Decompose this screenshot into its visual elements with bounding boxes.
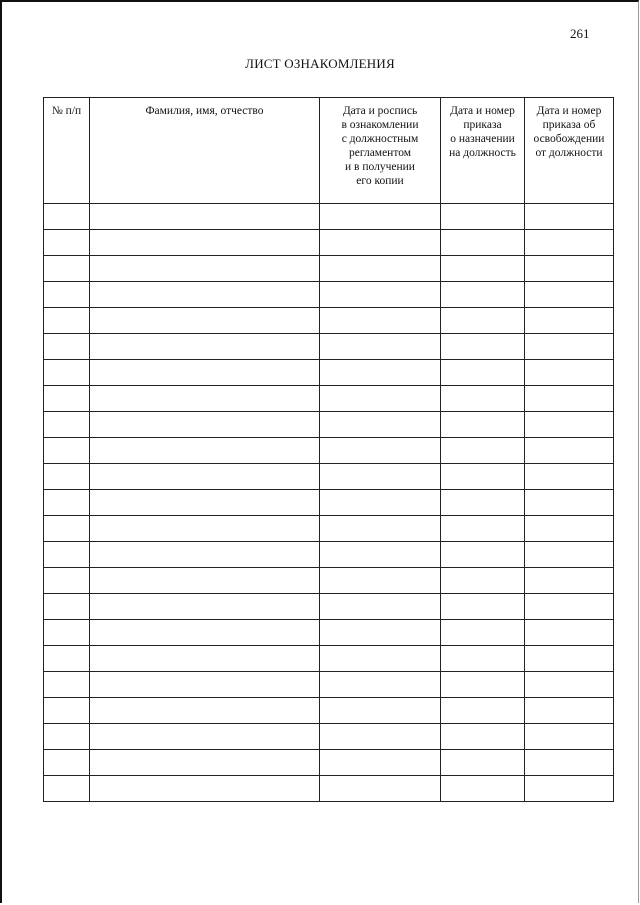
table-cell — [441, 724, 525, 750]
table-cell — [320, 620, 441, 646]
table-row — [44, 516, 614, 542]
table-cell — [90, 490, 320, 516]
table-cell — [525, 490, 614, 516]
table-row — [44, 204, 614, 230]
table-cell — [90, 204, 320, 230]
table-cell — [441, 334, 525, 360]
page-title: ЛИСТ ОЗНАКОМЛЕНИЯ — [245, 56, 395, 71]
table-cell — [44, 204, 90, 230]
table-cell — [90, 334, 320, 360]
table-cell — [320, 438, 441, 464]
table-cell — [90, 568, 320, 594]
table-cell — [90, 230, 320, 256]
table-cell — [441, 490, 525, 516]
table-cell — [320, 386, 441, 412]
table-row — [44, 230, 614, 256]
table-cell — [320, 360, 441, 386]
table-cell — [441, 308, 525, 334]
table-row — [44, 490, 614, 516]
table-cell — [525, 724, 614, 750]
table-cell — [525, 256, 614, 282]
table-cell — [525, 776, 614, 802]
table-cell — [44, 542, 90, 568]
table-cell — [525, 620, 614, 646]
table-cell — [525, 646, 614, 672]
table-cell — [441, 204, 525, 230]
table-row — [44, 568, 614, 594]
table-cell — [441, 282, 525, 308]
table-cell — [441, 360, 525, 386]
table-cell — [320, 256, 441, 282]
table-header-row — [44, 98, 614, 204]
table-row — [44, 334, 614, 360]
table-cell — [441, 438, 525, 464]
table-cell — [320, 204, 441, 230]
table-cell — [90, 464, 320, 490]
table-cell — [44, 594, 90, 620]
table-cell — [44, 334, 90, 360]
table-cell — [525, 568, 614, 594]
table-cell — [525, 334, 614, 360]
table-cell — [90, 646, 320, 672]
table-row — [44, 620, 614, 646]
table-cell — [44, 724, 90, 750]
table-cell — [44, 750, 90, 776]
table-row — [44, 724, 614, 750]
table-row — [44, 308, 614, 334]
table-cell — [44, 672, 90, 698]
header-dismissal-order: Дата и номер приказа об освобождении от должности — [525, 98, 614, 204]
table-cell — [90, 308, 320, 334]
table-cell — [44, 516, 90, 542]
header-full-name: Фамилия, имя, отчество — [90, 98, 320, 204]
table-row — [44, 464, 614, 490]
table-row — [44, 646, 614, 672]
table-row — [44, 360, 614, 386]
table-cell — [44, 282, 90, 308]
table-cell — [90, 672, 320, 698]
table-cell — [90, 776, 320, 802]
table-cell — [441, 516, 525, 542]
table-row — [44, 672, 614, 698]
table-cell — [44, 308, 90, 334]
table-row — [44, 386, 614, 412]
table-cell — [320, 230, 441, 256]
table-body — [44, 204, 614, 802]
table-cell — [441, 386, 525, 412]
page-number: 261 — [570, 26, 590, 41]
acknowledgement-table — [43, 97, 614, 802]
table-row — [44, 412, 614, 438]
table-cell — [320, 334, 441, 360]
table-cell — [90, 750, 320, 776]
table-row — [44, 542, 614, 568]
table-cell — [525, 360, 614, 386]
table-cell — [320, 594, 441, 620]
table-row — [44, 256, 614, 282]
table-cell — [44, 620, 90, 646]
header-number: № п/п — [44, 98, 90, 204]
table-cell — [44, 568, 90, 594]
table-cell — [441, 230, 525, 256]
table-cell — [525, 412, 614, 438]
table-cell — [320, 516, 441, 542]
table-cell — [441, 776, 525, 802]
table-cell — [90, 542, 320, 568]
table-cell — [320, 308, 441, 334]
table-cell — [441, 672, 525, 698]
table-cell — [441, 620, 525, 646]
table-cell — [90, 516, 320, 542]
table-cell — [44, 646, 90, 672]
header-appointment-order: Дата и номер приказа о назначении на должность — [441, 98, 525, 204]
table-cell — [90, 386, 320, 412]
table-cell — [441, 542, 525, 568]
table-cell — [525, 464, 614, 490]
table-cell — [320, 412, 441, 438]
table-cell — [320, 490, 441, 516]
table-cell — [441, 464, 525, 490]
table-row — [44, 282, 614, 308]
table-cell — [441, 412, 525, 438]
table-cell — [525, 698, 614, 724]
table-row — [44, 750, 614, 776]
table-cell — [44, 698, 90, 724]
table-cell — [525, 308, 614, 334]
table-cell — [44, 776, 90, 802]
table-cell — [441, 568, 525, 594]
table-cell — [44, 438, 90, 464]
table-cell — [320, 568, 441, 594]
table-cell — [320, 724, 441, 750]
table-cell — [525, 282, 614, 308]
table-cell — [90, 360, 320, 386]
table-row — [44, 776, 614, 802]
table-cell — [320, 776, 441, 802]
table-cell — [320, 282, 441, 308]
table-cell — [320, 698, 441, 724]
table-cell — [44, 412, 90, 438]
table-cell — [525, 204, 614, 230]
table-cell — [525, 542, 614, 568]
table-cell — [44, 490, 90, 516]
table-row — [44, 438, 614, 464]
table-cell — [441, 256, 525, 282]
table-cell — [441, 594, 525, 620]
table-cell — [525, 230, 614, 256]
table-cell — [44, 360, 90, 386]
table-cell — [90, 256, 320, 282]
table-cell — [525, 672, 614, 698]
table-cell — [441, 646, 525, 672]
table-cell — [320, 542, 441, 568]
table-cell — [90, 724, 320, 750]
table-cell — [90, 620, 320, 646]
table-cell — [90, 412, 320, 438]
table-row — [44, 594, 614, 620]
table-cell — [44, 230, 90, 256]
table-cell — [320, 750, 441, 776]
table-cell — [441, 750, 525, 776]
table-cell — [90, 594, 320, 620]
table-cell — [90, 438, 320, 464]
table-cell — [525, 386, 614, 412]
table-cell — [320, 464, 441, 490]
table-cell — [525, 516, 614, 542]
table-cell — [44, 386, 90, 412]
table-cell — [90, 698, 320, 724]
table-cell — [441, 698, 525, 724]
header-signature-date: Дата и роспись в ознакомлении с должностным регламентом и в получении его копии — [320, 98, 441, 204]
table-row — [44, 698, 614, 724]
table-cell — [525, 750, 614, 776]
table-cell — [525, 438, 614, 464]
table-cell — [44, 464, 90, 490]
table-cell — [44, 256, 90, 282]
table-cell — [90, 282, 320, 308]
table-cell — [525, 594, 614, 620]
table-cell — [320, 672, 441, 698]
table-cell — [320, 646, 441, 672]
